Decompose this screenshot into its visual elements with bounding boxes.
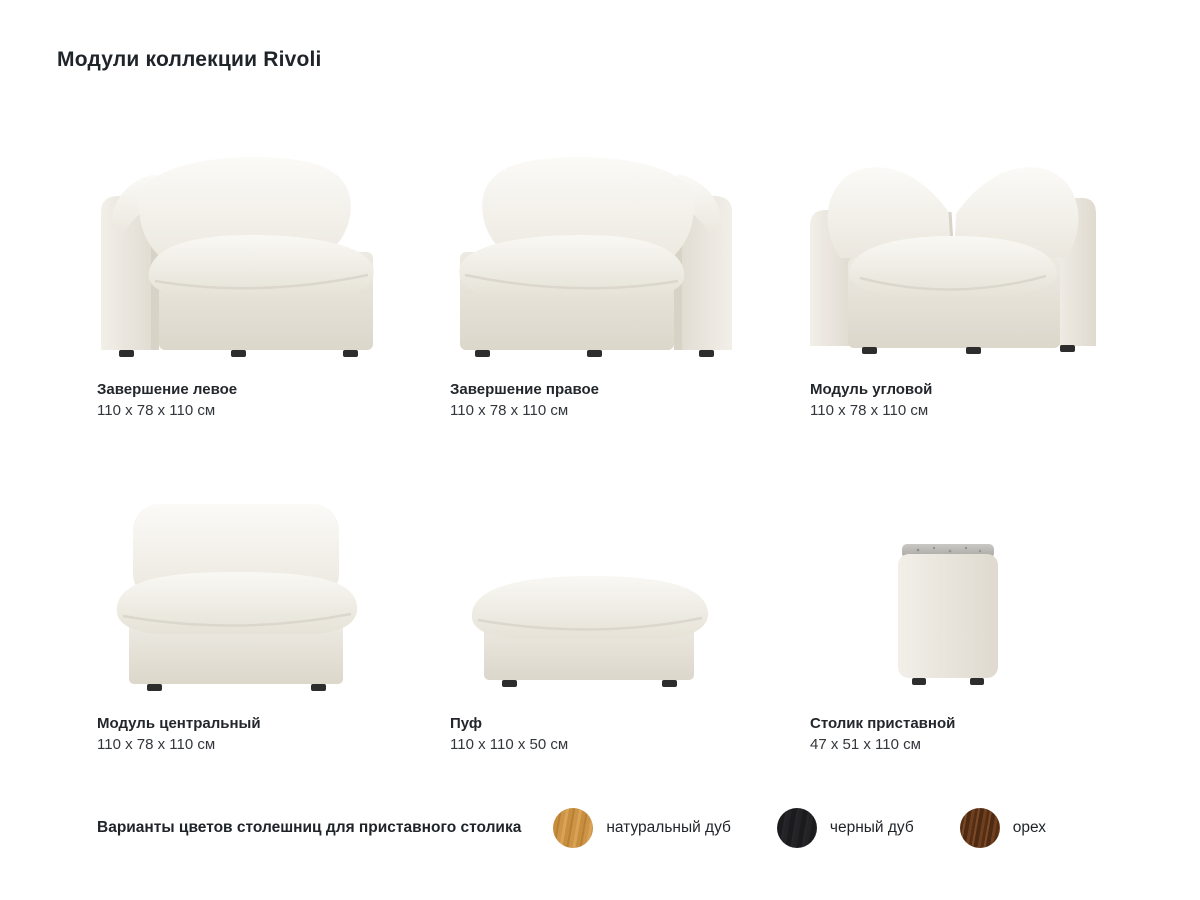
swatch-label: натуральный дуб [606,819,731,836]
sofa-right-end-module-image [438,140,748,372]
module-dimensions: 110 x 78 x 110 см [97,736,216,753]
sofa-corner-module-image [798,140,1108,372]
module-card-central [85,474,395,755]
natural-oak-swatch [553,808,593,848]
tabletop-colors-label: Варианты цветов столешниц для приставного столика [97,819,522,836]
walnut-swatch [960,808,1000,848]
module-card-side-table [798,474,1108,755]
module-dimensions: 110 x 110 x 50 см [450,736,569,753]
swatch-label: орех [1012,819,1047,836]
sofa-central-module-image [85,474,395,706]
module-name: Модуль центральный [97,715,261,732]
swatch-label: черный дуб [829,819,914,836]
module-dimensions: 110 x 78 x 110 см [97,402,216,419]
module-name: Модуль угловой [810,381,933,398]
pouf-image [438,474,748,706]
module-name: Завершение правое [450,381,599,398]
black-oak-swatch [777,808,817,848]
module-card-pouf [438,474,748,755]
module-name: Столик приставной [810,715,956,732]
side-table-image [798,474,1108,706]
module-name: Завершение левое [97,381,238,398]
color-option-black-oak [777,808,914,848]
sofa-left-end-module-image [85,140,395,372]
page-title: Модули коллекции Rivoli [57,48,322,71]
color-option-walnut [960,808,1046,848]
module-dimensions: 110 x 78 x 110 см [810,402,929,419]
color-option-natural-oak [553,808,731,848]
module-card-left-end [85,140,395,421]
tabletop-colors-legend [97,806,1092,850]
module-dimensions: 47 x 51 x 110 см [810,736,921,753]
module-dimensions: 110 x 78 x 110 см [450,402,569,419]
module-name: Пуф [450,715,483,732]
module-card-right-end [438,140,748,421]
module-card-corner [798,140,1108,421]
